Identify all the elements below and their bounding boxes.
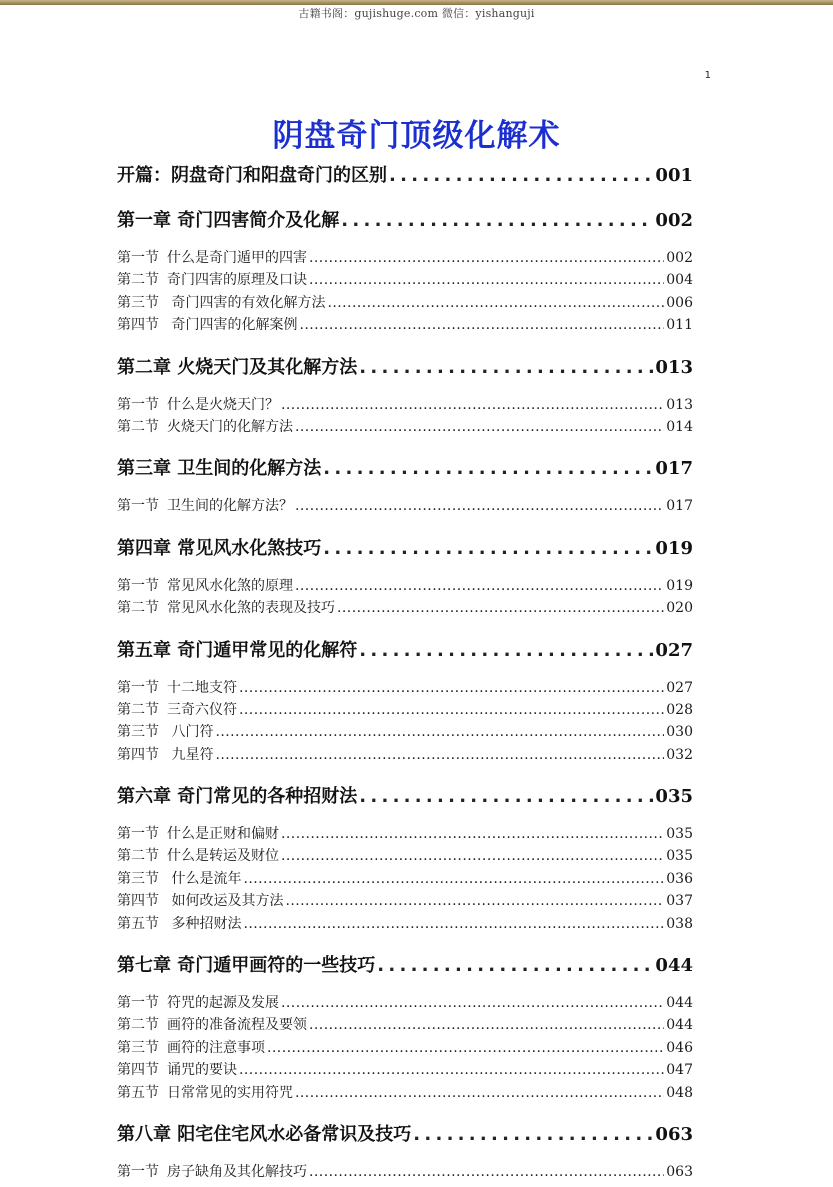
toc-section[interactable] bbox=[117, 890, 693, 912]
toc-section-number: 第一节 bbox=[117, 498, 159, 515]
toc-leader-dots bbox=[281, 845, 664, 867]
toc-section[interactable] bbox=[117, 721, 693, 743]
spacer bbox=[117, 665, 693, 677]
toc-section-name: 房子缺角及其化解技巧 bbox=[167, 1163, 307, 1180]
toc-section-number: 第一节 bbox=[117, 826, 159, 843]
toc-section-number: 第二节 bbox=[117, 1017, 159, 1034]
spacer bbox=[117, 337, 693, 354]
toc-section[interactable] bbox=[117, 1037, 693, 1059]
toc-leader-dots bbox=[295, 416, 664, 438]
toc-leader-dots bbox=[267, 1037, 664, 1059]
toc-leader-dots bbox=[309, 1161, 664, 1183]
toc-chapter[interactable] bbox=[117, 354, 693, 382]
toc-section[interactable] bbox=[117, 292, 693, 314]
toc-section-label bbox=[117, 1082, 293, 1104]
toc-section-page: 017 bbox=[666, 498, 693, 515]
toc-leader-dots bbox=[377, 952, 653, 980]
spacer bbox=[117, 980, 693, 992]
toc-section-name: 三奇六仪符 bbox=[167, 701, 237, 718]
document-title: 阴盘奇门顶级化解术 bbox=[272, 118, 561, 154]
toc-section-name: 什么是奇门遁甲的四害 bbox=[167, 250, 307, 266]
toc-section[interactable] bbox=[117, 575, 693, 597]
spacer bbox=[117, 190, 693, 207]
spacer bbox=[117, 438, 693, 455]
toc-section[interactable] bbox=[117, 495, 693, 517]
toc-section-number: 第五节 bbox=[117, 1084, 159, 1101]
toc-section-number: 第五节 bbox=[117, 915, 159, 932]
toc-leader-dots bbox=[327, 292, 664, 314]
toc-section-label bbox=[117, 575, 293, 597]
toc-section[interactable] bbox=[117, 699, 693, 721]
toc-section-label bbox=[117, 394, 279, 416]
spacer bbox=[117, 382, 693, 394]
toc-section-number: 第二节 bbox=[117, 418, 159, 435]
toc-section-name: 什么是火烧天门？ bbox=[167, 396, 279, 413]
toc-section-page: 036 bbox=[666, 870, 693, 887]
toc-section-label bbox=[117, 269, 307, 291]
toc-section-name: 奇门四害的有效化解方法 bbox=[167, 294, 326, 311]
toc-chapter-page: 019 bbox=[655, 537, 693, 559]
toc-section-label bbox=[117, 868, 241, 890]
toc-section[interactable] bbox=[117, 1082, 693, 1104]
toc-section-label bbox=[117, 314, 297, 336]
spacer bbox=[117, 1149, 693, 1161]
toc-section-name: 奇门四害的原理及口诀 bbox=[167, 272, 307, 289]
toc-leader-dots bbox=[309, 247, 664, 269]
toc-section[interactable] bbox=[117, 394, 693, 416]
toc-preface[interactable] bbox=[117, 162, 693, 190]
toc-section-number: 第二节 bbox=[117, 272, 159, 289]
toc-leader-dots bbox=[215, 721, 664, 743]
spacer bbox=[117, 518, 693, 535]
toc-chapter-label: 第五章 奇门遁甲常见的化解符 bbox=[117, 639, 358, 661]
toc-section[interactable] bbox=[117, 913, 693, 935]
toc-section-name: 如何改运及其方法 bbox=[167, 893, 284, 910]
toc-leader-dots bbox=[323, 455, 653, 483]
toc-section-label bbox=[117, 699, 237, 721]
toc-leader-dots bbox=[295, 495, 664, 517]
toc-section-label bbox=[117, 416, 293, 438]
toc-leader-dots bbox=[239, 1059, 664, 1081]
toc-section[interactable] bbox=[117, 868, 693, 890]
toc-chapter[interactable] bbox=[117, 207, 693, 235]
toc-section-page: 004 bbox=[666, 272, 693, 289]
toc-section-name: 九星符 bbox=[167, 746, 214, 763]
toc-chapter-label: 第二章 火烧天门及其化解方法 bbox=[117, 356, 358, 378]
toc-section-page: 028 bbox=[666, 701, 693, 718]
toc-section-label bbox=[117, 992, 279, 1014]
toc-section[interactable] bbox=[117, 1014, 693, 1036]
toc-section-name: 卫生间的化解方法？ bbox=[167, 498, 293, 515]
toc-section-name: 十二地支符 bbox=[167, 679, 237, 696]
toc-section-page: 035 bbox=[666, 826, 693, 843]
toc-section-label bbox=[117, 845, 279, 867]
spacer bbox=[117, 620, 693, 637]
toc-section-number: 第三节 bbox=[117, 1039, 159, 1056]
toc-leader-dots bbox=[389, 162, 653, 190]
toc-chapter-page: 013 bbox=[655, 356, 693, 378]
toc-section-label bbox=[117, 913, 241, 935]
toc-section-name: 火烧天门的化解方法 bbox=[167, 418, 293, 435]
toc-leader-dots bbox=[239, 677, 664, 699]
toc-section-name: 画符的准备流程及要领 bbox=[167, 1017, 307, 1034]
toc-chapter-page: 044 bbox=[655, 955, 693, 977]
toc-chapter-page: 063 bbox=[655, 1123, 693, 1145]
toc-leader-dots bbox=[413, 1121, 653, 1149]
toc-section-page: 038 bbox=[666, 915, 693, 932]
toc-section[interactable] bbox=[117, 992, 693, 1014]
toc-section-label bbox=[117, 247, 307, 269]
toc-section-page: 006 bbox=[666, 294, 693, 311]
toc-section-label bbox=[117, 1014, 307, 1036]
toc-chapter-page: 002 bbox=[655, 210, 693, 231]
toc-section-name: 常见风水化煞的表现及技巧 bbox=[167, 600, 335, 617]
toc-leader-dots bbox=[281, 394, 664, 416]
toc-section-label bbox=[117, 890, 283, 912]
toc-section-page: 002 bbox=[666, 250, 693, 266]
table-of-contents bbox=[117, 162, 693, 1183]
toc-section-page: 011 bbox=[666, 317, 693, 334]
toc-section-label bbox=[117, 677, 237, 699]
toc-section-number: 第一节 bbox=[117, 1163, 159, 1180]
toc-section-number: 第一节 bbox=[117, 577, 159, 594]
toc-section-page: 048 bbox=[666, 1084, 693, 1101]
toc-section-page: 032 bbox=[666, 746, 693, 763]
toc-chapter[interactable] bbox=[117, 637, 693, 665]
toc-leader-dots bbox=[281, 992, 664, 1014]
toc-leader-dots bbox=[309, 269, 664, 291]
toc-leader-dots bbox=[299, 314, 664, 336]
toc-section-name: 什么是转运及财位 bbox=[167, 848, 279, 865]
toc-preface-page: 001 bbox=[655, 165, 693, 186]
spacer bbox=[117, 483, 693, 495]
toc-section-number: 第四节 bbox=[117, 893, 159, 910]
toc-section-label bbox=[117, 495, 293, 517]
toc-section-number: 第三节 bbox=[117, 870, 159, 887]
spacer bbox=[117, 1104, 693, 1121]
toc-section-number: 第四节 bbox=[117, 317, 159, 334]
toc-section-number: 第一节 bbox=[117, 396, 159, 413]
toc-section-page: 047 bbox=[666, 1062, 693, 1079]
toc-section-number: 第三节 bbox=[117, 724, 159, 741]
toc-section-label bbox=[117, 721, 213, 743]
toc-section[interactable] bbox=[117, 416, 693, 438]
toc-section-name: 什么是流年 bbox=[167, 870, 242, 887]
spacer bbox=[117, 935, 693, 952]
toc-section-page: 027 bbox=[666, 679, 693, 696]
toc-section-page: 014 bbox=[666, 418, 693, 435]
toc-section[interactable] bbox=[117, 597, 693, 619]
toc-section-page: 046 bbox=[666, 1039, 693, 1056]
toc-chapter[interactable] bbox=[117, 952, 693, 980]
toc-chapter-label: 第八章 阳宅住宅风水必备常识及技巧 bbox=[117, 1123, 412, 1145]
toc-leader-dots bbox=[341, 207, 653, 235]
toc-section-name: 什么是正财和偏财 bbox=[167, 826, 279, 843]
toc-section[interactable] bbox=[117, 677, 693, 699]
toc-section-number: 第二节 bbox=[117, 848, 159, 865]
toc-section-label bbox=[117, 1037, 265, 1059]
toc-section-label bbox=[117, 292, 325, 314]
toc-section[interactable] bbox=[117, 1059, 693, 1081]
toc-leader-dots bbox=[215, 744, 664, 766]
toc-section-number: 第二节 bbox=[117, 701, 159, 718]
toc-section-name: 画符的注意事项 bbox=[167, 1039, 265, 1056]
toc-leader-dots bbox=[359, 637, 653, 665]
toc-section-number: 第二节 bbox=[117, 600, 159, 617]
toc-leader-dots bbox=[359, 354, 653, 382]
toc-section-page: 020 bbox=[666, 600, 693, 617]
toc-leader-dots bbox=[359, 783, 653, 811]
toc-section-page: 063 bbox=[666, 1163, 693, 1180]
toc-section-name: 八门符 bbox=[167, 724, 214, 741]
toc-section[interactable] bbox=[117, 269, 693, 291]
toc-section[interactable] bbox=[117, 314, 693, 336]
toc-section[interactable] bbox=[117, 247, 693, 269]
toc-section-label bbox=[117, 1161, 307, 1183]
toc-section-page: 037 bbox=[666, 893, 693, 910]
toc-chapter-label: 第三章 卫生间的化解方法 bbox=[117, 458, 322, 480]
toc-section[interactable] bbox=[117, 1161, 693, 1183]
header-watermark: 古籍书阁：gujishuge.com 微信：yishanguji bbox=[298, 7, 535, 20]
toc-section-name: 多种招财法 bbox=[167, 915, 242, 932]
toc-section-label bbox=[117, 823, 279, 845]
toc-chapter[interactable] bbox=[117, 783, 693, 811]
toc-leader-dots bbox=[285, 890, 664, 912]
toc-leader-dots bbox=[295, 575, 664, 597]
toc-section-number: 第一节 bbox=[117, 679, 159, 696]
toc-leader-dots bbox=[295, 1082, 664, 1104]
toc-section-name: 诵咒的要诀 bbox=[167, 1062, 237, 1079]
toc-section-label bbox=[117, 597, 335, 619]
toc-leader-dots bbox=[243, 868, 664, 890]
page-number: 1 bbox=[704, 70, 711, 81]
toc-section-label bbox=[117, 1059, 237, 1081]
toc-section-page: 044 bbox=[666, 995, 693, 1012]
toc-chapter-page: 027 bbox=[655, 639, 693, 661]
toc-section-page: 013 bbox=[666, 396, 693, 413]
toc-section-label bbox=[117, 744, 213, 766]
toc-section-number: 第四节 bbox=[117, 746, 159, 763]
toc-chapter[interactable] bbox=[117, 535, 693, 563]
toc-section-name: 常见风水化煞的原理 bbox=[167, 577, 293, 594]
toc-leader-dots bbox=[243, 913, 664, 935]
toc-chapter[interactable] bbox=[117, 455, 693, 483]
toc-chapter-label: 第七章 奇门遁甲画符的一些技巧 bbox=[117, 955, 376, 977]
toc-chapter-page: 017 bbox=[655, 458, 693, 480]
toc-chapter-label: 第一章 奇门四害简介及化解 bbox=[117, 210, 340, 231]
toc-section-number: 第四节 bbox=[117, 1062, 159, 1079]
toc-section-number: 第一节 bbox=[117, 250, 159, 266]
toc-leader-dots bbox=[337, 597, 664, 619]
toc-leader-dots bbox=[239, 699, 664, 721]
spacer bbox=[117, 235, 693, 247]
toc-section-name: 符咒的起源及发展 bbox=[167, 995, 279, 1012]
toc-section-page: 019 bbox=[666, 577, 693, 594]
toc-chapter[interactable] bbox=[117, 1121, 693, 1149]
toc-section-number: 第三节 bbox=[117, 294, 159, 311]
toc-leader-dots bbox=[309, 1014, 664, 1036]
toc-section-page: 044 bbox=[666, 1017, 693, 1034]
toc-preface-label: 开篇：阴盘奇门和阳盘奇门的区别 bbox=[117, 165, 387, 186]
toc-section-name: 奇门四害的化解案例 bbox=[167, 317, 298, 334]
toc-section[interactable] bbox=[117, 823, 693, 845]
spacer bbox=[117, 811, 693, 823]
spacer bbox=[117, 766, 693, 783]
toc-leader-dots bbox=[323, 535, 653, 563]
toc-leader-dots bbox=[281, 823, 664, 845]
toc-section[interactable] bbox=[117, 845, 693, 867]
toc-section-name: 日常常见的实用符咒 bbox=[167, 1084, 293, 1101]
toc-section[interactable] bbox=[117, 744, 693, 766]
toc-chapter-label: 第六章 奇门常见的各种招财法 bbox=[117, 786, 358, 808]
spacer bbox=[117, 563, 693, 575]
toc-chapter-label: 第四章 常见风水化煞技巧 bbox=[117, 537, 322, 559]
toc-chapter-page: 035 bbox=[655, 786, 693, 808]
toc-section-page: 030 bbox=[666, 724, 693, 741]
toc-section-page: 035 bbox=[666, 848, 693, 865]
toc-section-number: 第一节 bbox=[117, 995, 159, 1012]
